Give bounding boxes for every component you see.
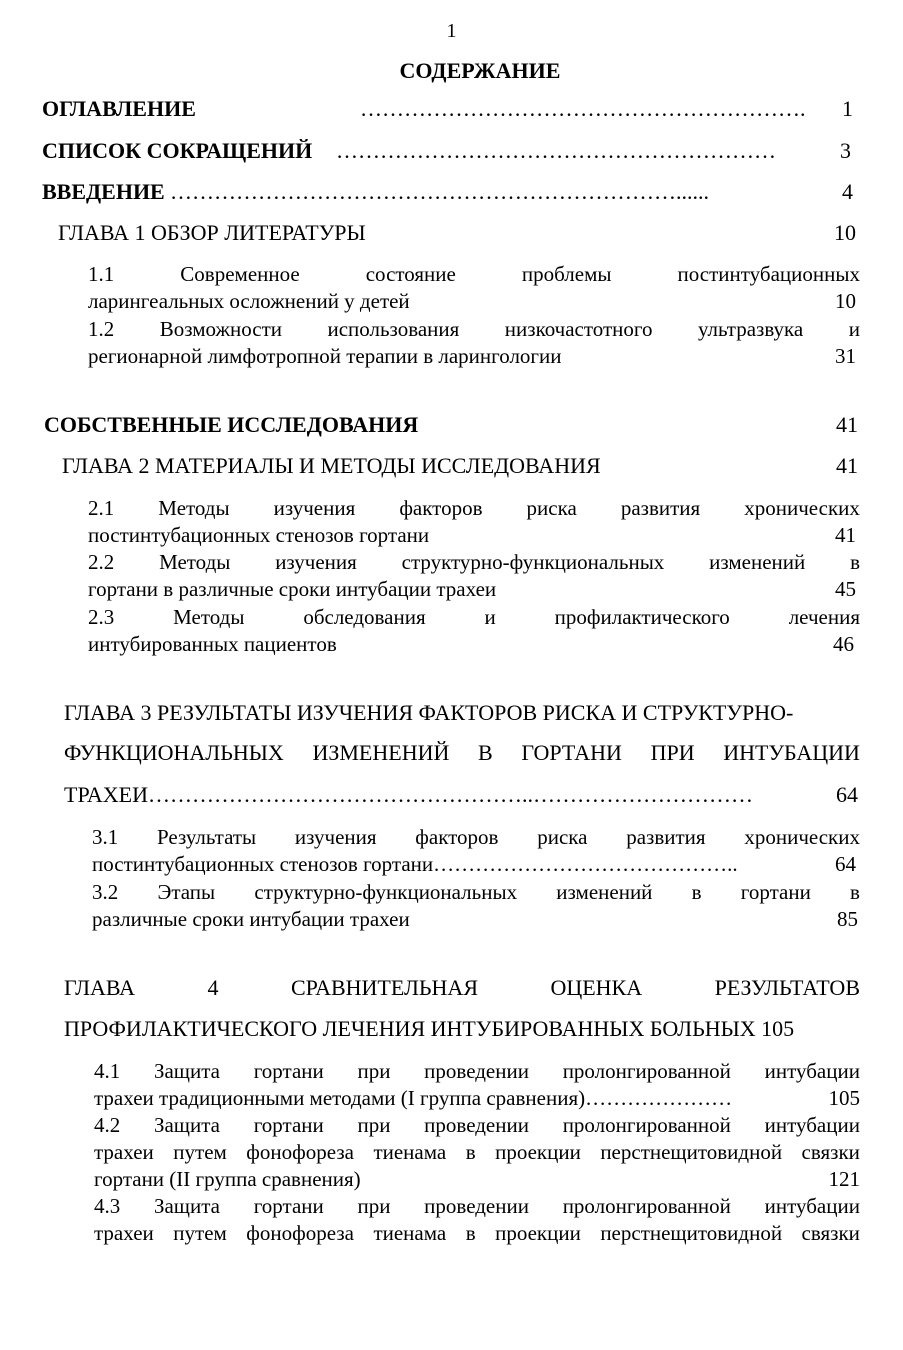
toc-section-1-1-line2: ларингеальных осложнений у детей 10: [88, 289, 856, 313]
toc-section-3-2-line2: различные сроки интубации трахеи 85: [92, 907, 858, 931]
toc-entry-spisok-dots: ……………………………………………………: [336, 138, 776, 163]
toc-section-2-3-page: 46: [833, 632, 854, 656]
toc-section-1-1-page: 10: [835, 289, 856, 313]
toc-chapter-1: [58, 220, 856, 246]
toc-chapter-4-line2: ПРОФИЛАКТИЧЕСКОГО ЛЕЧЕНИЯ ИНТУБИРОВАННЫХ БОЛЬНЫХ 105: [64, 1016, 795, 1041]
toc-chapter-3-line3: ТРАХЕИ……………………………………………..………………………… 64: [64, 782, 858, 807]
toc-chapter-3-page: 64: [836, 782, 858, 807]
toc-section-2-1-line2: постинтубационных стенозов гортани 41: [88, 523, 856, 547]
toc-chapter-3-line1: ГЛАВА 3 РЕЗУЛЬТАТЫ ИЗУЧЕНИЯ ФАКТОРОВ РИСКА И СТРУКТУРНО-: [64, 700, 794, 725]
toc-section-2-1-line1: 2.1 Методы изучения факторов риска развития хронических: [88, 496, 860, 520]
toc-section-1-2-line1: 1.2 Возможности использования низкочастотного ультразвука и: [88, 317, 860, 341]
toc-section-4-1-line1: 4.1 Защита гортани при проведении пролонгированной интубации: [94, 1059, 860, 1083]
toc-chapter-1-page: 10: [834, 220, 856, 245]
toc-own-research: [44, 412, 858, 438]
toc-own-research-page: 41: [836, 412, 858, 437]
toc-section-1-2-page: 31: [835, 344, 856, 368]
toc-entry-spisok-label: СПИСОК СОКРАЩЕНИЙ: [42, 138, 313, 163]
toc-section-4-2-line1: 4.2 Защита гортани при проведении пролонгированной интубации: [94, 1113, 860, 1137]
toc-section-4-2-page: 121: [828, 1167, 860, 1191]
toc-section-3-1-page: 64: [835, 852, 856, 876]
toc-entry-spisok-page: 3: [840, 138, 851, 163]
toc-section-4-1-line2: трахеи традиционными методами (I группа сравнения)………………… 105: [94, 1086, 860, 1110]
toc-section-2-1-page: 41: [835, 523, 856, 547]
toc-chapter-2: [62, 453, 858, 479]
toc-entry-vvedenie-page: 4: [842, 179, 853, 204]
toc-section-1-1-line1: 1.1 Современное состояние проблемы постинтубационных: [88, 262, 860, 286]
toc-chapter-2-label: ГЛАВА 2 МАТЕРИАЛЫ И МЕТОДЫ ИССЛЕДОВАНИЯ: [62, 453, 601, 478]
toc-section-2-2-page: 45: [835, 577, 856, 601]
toc-section-3-2-page: 85: [837, 907, 858, 931]
toc-chapter-4-line1: ГЛАВА 4 СРАВНИТЕЛЬНАЯ ОЦЕНКА РЕЗУЛЬТАТОВ: [64, 975, 860, 1000]
toc-section-4-3-line2: трахеи путем фонофореза тиенама в проекции перстнещитовидной связки: [94, 1221, 860, 1245]
toc-chapter-2-page: 41: [836, 453, 858, 478]
toc-section-2-3-line2: интубированных пациентов 46: [88, 632, 854, 656]
toc-own-research-label: СОБСТВЕННЫЕ ИССЛЕДОВАНИЯ: [44, 412, 419, 437]
toc-section-2-2-line2: гортани в различные сроки интубации трахеи 45: [88, 577, 856, 601]
toc-section-1-2-line2: регионарной лимфотропной терапии в ларингологии 31: [88, 344, 856, 368]
toc-entry-oglavlenie-page: 1: [842, 96, 853, 121]
toc-section-4-2-line2: трахеи путем фонофореза тиенама в проекции перстнещитовидной связки: [94, 1140, 860, 1164]
toc-section-4-2-line3: гортани (II группа сравнения) 121: [94, 1167, 860, 1191]
toc-section-3-2-line1: 3.2 Этапы структурно-функциональных изменений в гортани в: [92, 880, 860, 904]
page-number: 1: [446, 20, 457, 42]
toc-section-4-3-line1: 4.3 Защита гортани при проведении пролонгированной интубации: [94, 1194, 860, 1218]
toc-section-2-3-line1: 2.3 Методы обследования и профилактического лечения: [88, 605, 860, 629]
toc-entry-vvedenie-dots: ……………………………………………………………......: [170, 179, 709, 204]
toc-section-2-2-line1: 2.2 Методы изучения структурно-функциональных изменений в: [88, 550, 860, 574]
toc-entry-oglavlenie-label: ОГЛАВЛЕНИЕ: [42, 96, 196, 121]
toc-section-4-1-page: 105: [828, 1086, 860, 1110]
toc-entry-oglavlenie-dots: …………………………………………………….: [360, 96, 806, 121]
toc-section-3-1-line2: постинтубационных стенозов гортани…………………………………….. 64: [92, 852, 856, 876]
toc-chapter-1-label: ГЛАВА 1 ОБЗОР ЛИТЕРАТУРЫ: [58, 220, 366, 245]
toc-chapter-3-line2: ФУНКЦИОНАЛЬНЫХ ИЗМЕНЕНИЙ В ГОРТАНИ ПРИ ИНТУБАЦИИ: [64, 740, 860, 765]
toc-entry-vvedenie-label: ВВЕДЕНИЕ: [42, 179, 165, 204]
page-title: СОДЕРЖАНИЕ: [399, 58, 561, 83]
toc-section-3-1-line1: 3.1 Результаты изучения факторов риска развития хронических: [92, 825, 860, 849]
